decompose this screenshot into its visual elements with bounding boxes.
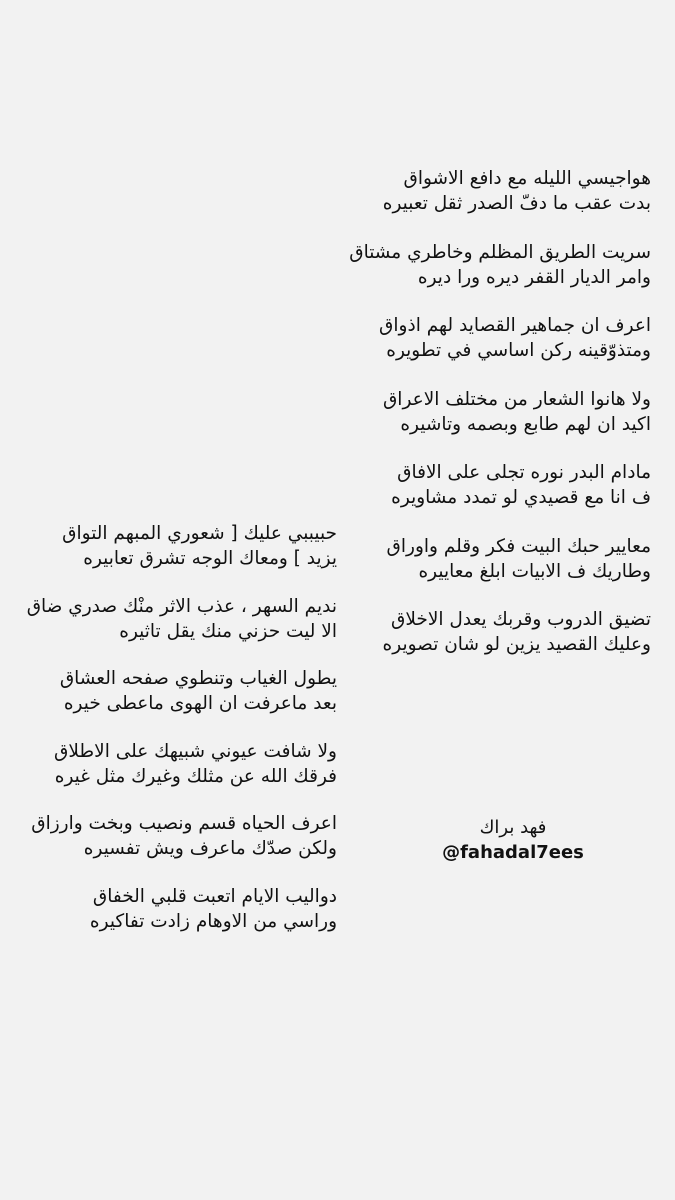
verse-line-2: بدت عقب ما دفّ الصدر ثقل تعبيره [382,193,651,214]
stanza [331,240,651,314]
verse-line-2: وعليك القصيد يزين لو شان تصويره [382,634,651,655]
verse-line-2: ومتذوّقينه ركن اساسي في تطويره [386,340,651,361]
verse-line-2: فرقك الله عن مثلك وغيرك مثل غيره [54,765,337,787]
verse-line-2: وطاريك ف الابيات ابلغ معاييره [418,560,651,582]
verse-line-1: معايير حبك البيت فكر وقلم واوراق [386,535,651,557]
signature [433,816,593,866]
stanza [17,594,337,667]
stanza [17,739,337,812]
verse-line-1: ولا هانوا الشعار من مختلف الاعراق [382,388,651,410]
stanza [17,521,337,594]
verse-line-2: ف انا مع قصيدي لو تمدد مشاويره [391,487,651,508]
verse-line-1: تضيق الدروب وقربك يعدل الاخلاق [391,609,651,630]
verse-line-1: اعرف الحياه قسم ونصيب وبخت وارزاق [31,813,337,834]
stanza [17,884,337,957]
verse-line-1: ولا شافت عيوني شبيهك على الاطلاق [54,740,337,762]
verse-line-2: الا ليت حزني منك يقل تاثيره [119,620,337,642]
stanza [331,387,651,461]
verse-line-1: سريت الطريق المظلم وخاطري مشتاق [349,241,651,263]
stanza [17,666,337,739]
stanza [331,313,651,387]
stanza [331,534,651,608]
verse-line-2: يزيد ] ومعاك الوجه تشرق تعابيره [83,548,337,569]
verse-line-1: مادام البدر نوره تجلى على الافاق [397,462,651,483]
stanza [331,166,651,240]
verse-line-1: هواجيسي الليله مع دافع الاشواق [403,168,651,189]
stanza [331,607,651,681]
stanza [17,811,337,884]
stanza [331,460,651,534]
verse-line-2: اكيد ان لهم طابع وبصمه وتاشيره [400,413,651,435]
author-name: فهد براك [479,817,547,838]
verse-line-2: بعد ماعرفت ان الهوى ماعطى خيره [63,693,337,714]
poem-column-left [17,521,337,956]
verse-line-1: نديم السهر ، عذب الاثر منْك صدري ضاق [26,595,337,617]
verse-line-2: وامر الديار القفر ديره ورا ديره [417,266,651,288]
verse-line-2: ولكن صدّك ماعرف ويش تفسيره [83,838,337,859]
verse-line-1: دواليب الايام اتعبت قلبي الخفاق [92,885,337,907]
poem-column-right [331,166,651,681]
author-handle: @fahadal7ees [442,842,584,863]
verse-line-2: وراسي من الاوهام زادت تفاكيره [89,910,337,932]
verse-line-1: حبيببي عليك [ شعوري المبهم التواق [62,523,337,544]
verse-line-1: يطول الغياب وتنطوي صفحه العشاق [59,668,337,689]
verse-line-1: اعرف ان جماهير القصايد لهم اذواق [379,315,651,336]
